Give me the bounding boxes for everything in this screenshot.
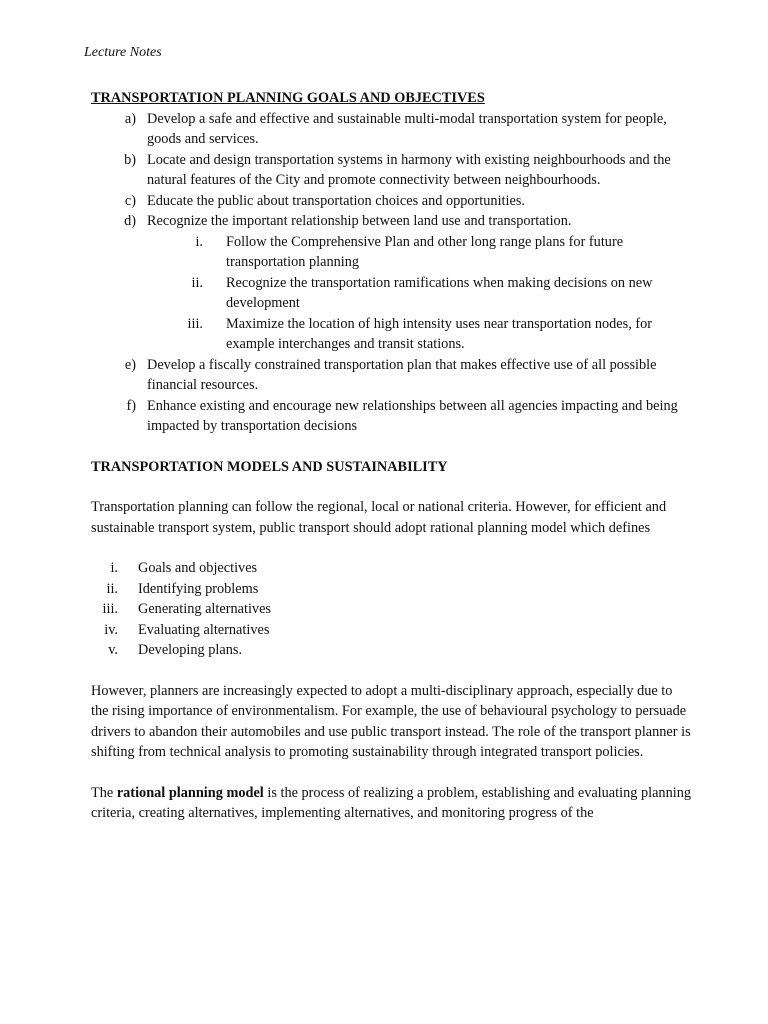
step-text: Goals and objectives <box>138 560 258 576</box>
body-paragraph: However, planners are increasingly expected to adopt a multi-disciplinary approach, especially due to the rising importance of environmentalism. For example, the use of behavioural psychology to persuade drivers to abandon their automobiles and use public transport instead. The role of the transport planner is shifting from technical analysis to promoting sustainability through integrated transport policies. <box>91 682 691 760</box>
para-lead: The <box>91 784 117 801</box>
list-item <box>91 211 691 232</box>
list-item <box>91 620 691 641</box>
para-rest: is the process of realizing a problem, establishing and evaluating planning criteria, creating alternatives, implementing alternatives, and monitoring progress of the <box>91 784 692 821</box>
item-marker: f) <box>126 397 136 414</box>
sub-item-text: Recognize the transportation ramifications when making decisions on new development <box>226 274 653 311</box>
item-text: Develop a fiscally constrained transportation plan that makes effective use of all possible financial resources. <box>147 356 657 393</box>
section-title-goals: TRANSPORTATION PLANNING GOALS AND OBJECTIVES <box>91 90 485 106</box>
list-item <box>91 109 691 150</box>
step-marker: i. <box>110 560 118 576</box>
item-text: Educate the public about transportation choices and opportunities. <box>147 192 525 209</box>
step-marker: v. <box>108 642 118 658</box>
item-marker: b) <box>124 151 136 168</box>
bold-term: rational planning model <box>116 784 264 801</box>
section-title-models: TRANSPORTATION MODELS AND SUSTAINABILITY <box>91 458 448 475</box>
list-item <box>91 640 691 661</box>
steps-list <box>91 558 691 661</box>
item-text: Recognize the important relationship between land use and transportation. <box>147 213 572 229</box>
step-text: Evaluating alternatives <box>138 621 270 638</box>
item-marker: e) <box>124 356 136 373</box>
step-marker: ii. <box>106 580 118 597</box>
intro-paragraph: Transportation planning can follow the regional, local or national criteria. However, for efficient and sustainable transport system, public transport should adopt rational planning model which defines <box>91 499 667 536</box>
page-content <box>91 88 691 824</box>
sub-item-text: Maximize the location of high intensity uses near transportation nodes, for example interchanges and transit stations. <box>226 315 653 352</box>
goals-list <box>91 109 691 437</box>
item-text: Develop a safe and effective and sustainable multi-modal transportation system for people, goods and services. <box>147 110 667 147</box>
sub-list-item <box>91 314 691 355</box>
step-marker: iii. <box>102 601 118 617</box>
sub-list-item <box>91 273 691 314</box>
body-paragraph <box>91 783 691 824</box>
list-item <box>91 558 691 579</box>
step-text: Generating alternatives <box>138 601 271 617</box>
item-marker: a) <box>124 110 136 127</box>
step-text: Developing plans. <box>138 642 243 658</box>
page-header: Lecture Notes <box>84 45 162 60</box>
step-marker: iv. <box>104 621 118 638</box>
step-text: Identifying problems <box>138 580 259 597</box>
list-item <box>91 579 691 600</box>
list-item <box>91 396 691 437</box>
sub-item-marker: i. <box>195 233 203 250</box>
item-marker: c) <box>124 192 136 209</box>
sub-item-marker: ii. <box>191 274 203 291</box>
item-text: Enhance existing and encourage new relationships between all agencies impacting and being impacted by transportation decisions <box>147 397 678 434</box>
list-item <box>91 150 691 191</box>
item-marker: d) <box>124 213 136 229</box>
list-item <box>91 191 691 212</box>
list-item <box>91 355 691 396</box>
list-item <box>91 599 691 620</box>
sub-list-item <box>91 232 691 273</box>
sub-item-text: Follow the Comprehensive Plan and other long range plans for future transportation planning <box>226 233 624 270</box>
item-text: Locate and design transportation systems in harmony with existing neighbourhoods and the natural features of the City and promote connectivity between neighbourhoods. <box>147 151 671 188</box>
sub-item-marker: iii. <box>187 315 203 332</box>
